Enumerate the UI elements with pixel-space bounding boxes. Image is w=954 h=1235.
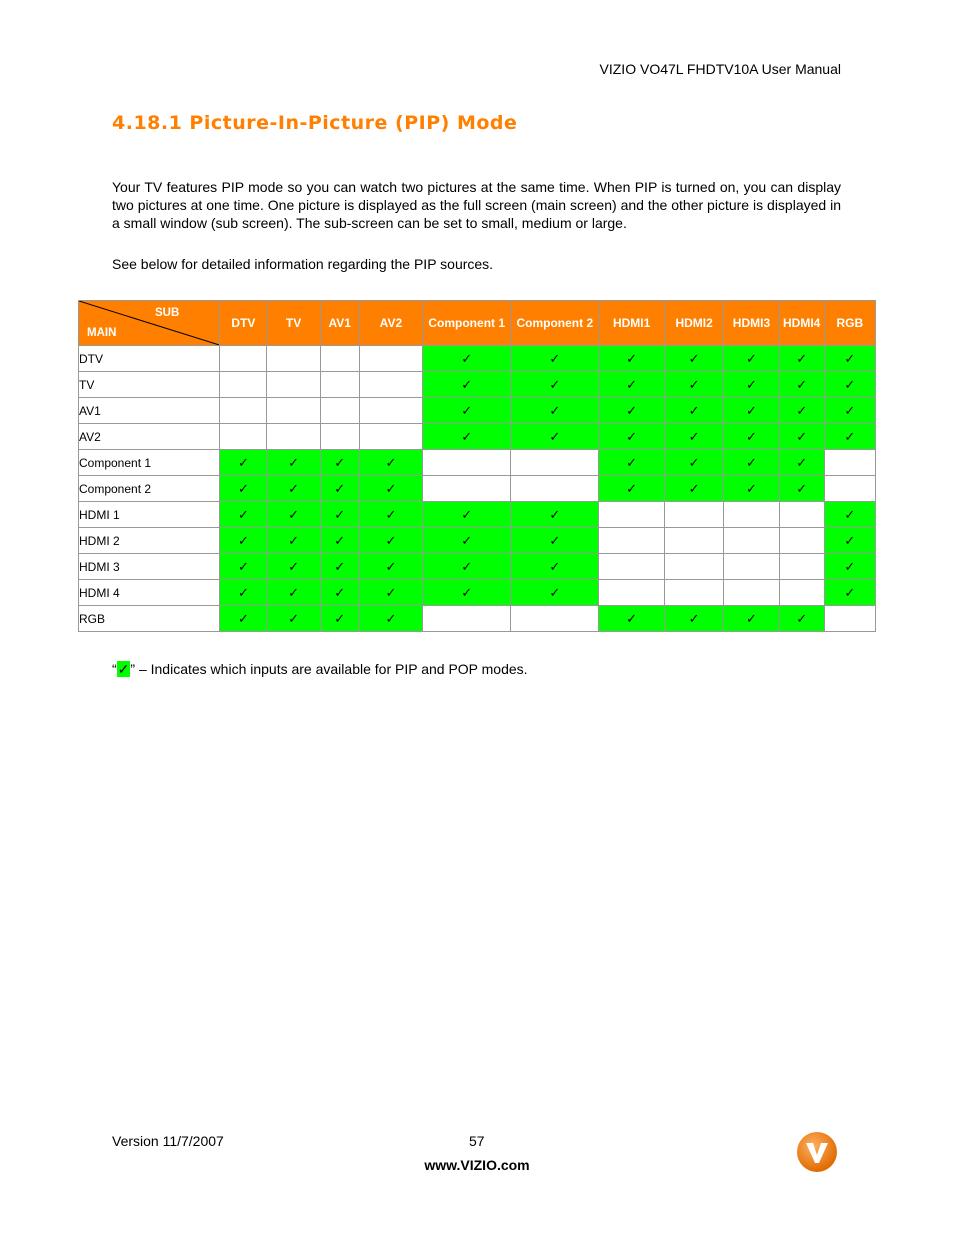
check-mark-icon: ✓ [724, 606, 779, 632]
check-mark-icon: ✓ [599, 476, 665, 502]
check-mark-icon: ✓ [359, 606, 423, 632]
check-mark-icon: ✓ [117, 661, 130, 677]
column-header-av1: AV1 [320, 301, 359, 346]
empty-cell [320, 424, 359, 450]
check-mark-icon: ✓ [599, 398, 665, 424]
check-mark-icon: ✓ [511, 398, 599, 424]
check-mark-icon: ✓ [664, 346, 723, 372]
check-mark-icon: ✓ [599, 372, 665, 398]
check-mark-icon: ✓ [724, 372, 779, 398]
row-label: HDMI 2 [79, 528, 220, 554]
table-row [79, 398, 876, 424]
corner-main-label: MAIN [87, 327, 117, 339]
check-mark-icon: ✓ [824, 554, 875, 580]
row-label: HDMI 4 [79, 580, 220, 606]
check-mark-icon: ✓ [511, 372, 599, 398]
column-header-hdmi3: HDMI3 [724, 301, 779, 346]
check-mark-icon: ✓ [664, 398, 723, 424]
check-mark-icon: ✓ [267, 476, 320, 502]
legend-open-quote: “ [112, 661, 117, 677]
table-body [79, 346, 876, 632]
column-header-hdmi2: HDMI2 [664, 301, 723, 346]
empty-cell [724, 580, 779, 606]
section-title: 4.18.1 Picture-In-Picture (PIP) Mode [112, 112, 518, 134]
check-mark-icon: ✓ [320, 450, 359, 476]
check-mark-icon: ✓ [664, 476, 723, 502]
check-mark-icon: ✓ [824, 424, 875, 450]
check-mark-icon: ✓ [320, 606, 359, 632]
empty-cell [599, 580, 665, 606]
check-mark-icon: ✓ [220, 554, 267, 580]
document-header-title: VIZIO VO47L FHDTV10A User Manual [599, 61, 841, 77]
row-label: HDMI 3 [79, 554, 220, 580]
pip-sources-table [78, 300, 876, 632]
check-mark-icon: ✓ [511, 554, 599, 580]
vizio-v-logo-icon [796, 1131, 838, 1173]
check-mark-icon: ✓ [220, 450, 267, 476]
check-mark-icon: ✓ [220, 502, 267, 528]
check-mark-icon: ✓ [511, 346, 599, 372]
table-row [79, 554, 876, 580]
check-mark-icon: ✓ [359, 476, 423, 502]
check-mark-icon: ✓ [423, 398, 511, 424]
intro-paragraph: Your TV features PIP mode so you can watch two pictures at the same time. When PIP is turned on, you can display two pictures at one time. One picture is displayed as the full screen (main screen) and the other picture is displayed in a small window (sub screen). The sub-screen can be set to small, medium or large. [112, 179, 841, 231]
row-label: TV [79, 372, 220, 398]
check-mark-icon: ✓ [779, 424, 824, 450]
check-mark-icon: ✓ [599, 424, 665, 450]
empty-cell [824, 450, 875, 476]
empty-cell [824, 476, 875, 502]
column-header-hdmi1: HDMI1 [599, 301, 665, 346]
table-row [79, 606, 876, 632]
empty-cell [779, 528, 824, 554]
check-mark-icon: ✓ [359, 528, 423, 554]
table-row [79, 424, 876, 450]
check-mark-icon: ✓ [320, 528, 359, 554]
row-label: HDMI 1 [79, 502, 220, 528]
legend-text: ” – Indicates which inputs are available for PIP and POP modes. [130, 661, 528, 677]
empty-cell [320, 346, 359, 372]
check-mark-icon: ✓ [724, 476, 779, 502]
check-mark-icon: ✓ [724, 398, 779, 424]
check-mark-icon: ✓ [220, 606, 267, 632]
empty-cell [267, 372, 320, 398]
check-mark-icon: ✓ [779, 346, 824, 372]
check-mark-icon: ✓ [423, 424, 511, 450]
empty-cell [599, 502, 665, 528]
check-mark-icon: ✓ [779, 606, 824, 632]
empty-cell [267, 398, 320, 424]
detail-paragraph: See below for detailed information regarding the PIP sources. [112, 256, 494, 272]
empty-cell [664, 580, 723, 606]
check-mark-icon: ✓ [220, 476, 267, 502]
empty-cell [664, 528, 723, 554]
empty-cell [220, 372, 267, 398]
empty-cell [220, 398, 267, 424]
check-mark-icon: ✓ [824, 398, 875, 424]
check-mark-icon: ✓ [359, 554, 423, 580]
check-mark-icon: ✓ [779, 398, 824, 424]
row-label: Component 2 [79, 476, 220, 502]
check-mark-icon: ✓ [824, 580, 875, 606]
check-mark-icon: ✓ [664, 450, 723, 476]
check-mark-icon: ✓ [359, 502, 423, 528]
check-mark-icon: ✓ [779, 476, 824, 502]
empty-cell [824, 606, 875, 632]
check-mark-icon: ✓ [267, 528, 320, 554]
check-mark-icon: ✓ [664, 606, 723, 632]
empty-cell [511, 476, 599, 502]
table-row [79, 502, 876, 528]
footer-version: Version 11/7/2007 [112, 1133, 224, 1149]
empty-cell [779, 580, 824, 606]
check-mark-icon: ✓ [423, 372, 511, 398]
empty-cell [359, 346, 423, 372]
check-mark-icon: ✓ [824, 372, 875, 398]
empty-cell [724, 502, 779, 528]
check-mark-icon: ✓ [423, 580, 511, 606]
check-mark-icon: ✓ [779, 372, 824, 398]
check-mark-icon: ✓ [320, 502, 359, 528]
empty-cell [220, 424, 267, 450]
empty-cell [599, 554, 665, 580]
check-mark-icon: ✓ [511, 528, 599, 554]
check-mark-icon: ✓ [267, 606, 320, 632]
check-mark-icon: ✓ [359, 580, 423, 606]
empty-cell [664, 502, 723, 528]
empty-cell [320, 398, 359, 424]
check-mark-icon: ✓ [423, 554, 511, 580]
column-header-av2: AV2 [359, 301, 423, 346]
column-header-component-1: Component 1 [423, 301, 511, 346]
check-mark-icon: ✓ [220, 528, 267, 554]
table-row [79, 476, 876, 502]
table-row [79, 450, 876, 476]
footer-url: www.VIZIO.com [424, 1157, 530, 1173]
column-header-component-2: Component 2 [511, 301, 599, 346]
column-header-tv: TV [267, 301, 320, 346]
check-mark-icon: ✓ [824, 502, 875, 528]
empty-cell [359, 424, 423, 450]
check-mark-icon: ✓ [267, 580, 320, 606]
check-mark-icon: ✓ [359, 450, 423, 476]
empty-cell [423, 450, 511, 476]
check-mark-icon: ✓ [599, 346, 665, 372]
empty-cell [359, 398, 423, 424]
check-mark-icon: ✓ [664, 372, 723, 398]
row-label: DTV [79, 346, 220, 372]
check-mark-icon: ✓ [423, 528, 511, 554]
check-mark-icon: ✓ [320, 580, 359, 606]
check-mark-icon: ✓ [599, 450, 665, 476]
check-mark-icon: ✓ [724, 346, 779, 372]
check-mark-icon: ✓ [724, 450, 779, 476]
empty-cell [511, 606, 599, 632]
row-label: AV1 [79, 398, 220, 424]
empty-cell [359, 372, 423, 398]
empty-cell [724, 528, 779, 554]
empty-cell [267, 346, 320, 372]
empty-cell [779, 554, 824, 580]
footer-page-number: 57 [469, 1133, 485, 1149]
table-row [79, 346, 876, 372]
table-row [79, 580, 876, 606]
check-mark-icon: ✓ [724, 424, 779, 450]
row-label: Component 1 [79, 450, 220, 476]
empty-cell [320, 372, 359, 398]
check-mark-icon: ✓ [599, 606, 665, 632]
row-label: AV2 [79, 424, 220, 450]
empty-cell [664, 554, 723, 580]
check-mark-icon: ✓ [824, 528, 875, 554]
check-mark-icon: ✓ [423, 502, 511, 528]
check-mark-icon: ✓ [267, 450, 320, 476]
column-header-rgb: RGB [824, 301, 875, 346]
check-mark-icon: ✓ [824, 346, 875, 372]
column-header-hdmi4: HDMI4 [779, 301, 824, 346]
table-header-row [79, 301, 876, 346]
empty-cell [511, 450, 599, 476]
table-corner-header [79, 301, 220, 346]
empty-cell [423, 476, 511, 502]
legend-note [112, 661, 528, 678]
check-mark-icon: ✓ [320, 476, 359, 502]
check-mark-icon: ✓ [320, 554, 359, 580]
table-row [79, 372, 876, 398]
check-mark-icon: ✓ [664, 424, 723, 450]
table-row [79, 528, 876, 554]
check-mark-icon: ✓ [267, 502, 320, 528]
empty-cell [423, 606, 511, 632]
check-mark-icon: ✓ [220, 580, 267, 606]
row-label: RGB [79, 606, 220, 632]
corner-sub-label: SUB [155, 307, 180, 319]
check-mark-icon: ✓ [511, 580, 599, 606]
check-mark-icon: ✓ [779, 450, 824, 476]
empty-cell [779, 502, 824, 528]
check-mark-icon: ✓ [267, 554, 320, 580]
empty-cell [724, 554, 779, 580]
check-mark-icon: ✓ [511, 502, 599, 528]
empty-cell [599, 528, 665, 554]
empty-cell [267, 424, 320, 450]
empty-cell [220, 346, 267, 372]
column-header-dtv: DTV [220, 301, 267, 346]
check-mark-icon: ✓ [511, 424, 599, 450]
check-mark-icon: ✓ [423, 346, 511, 372]
